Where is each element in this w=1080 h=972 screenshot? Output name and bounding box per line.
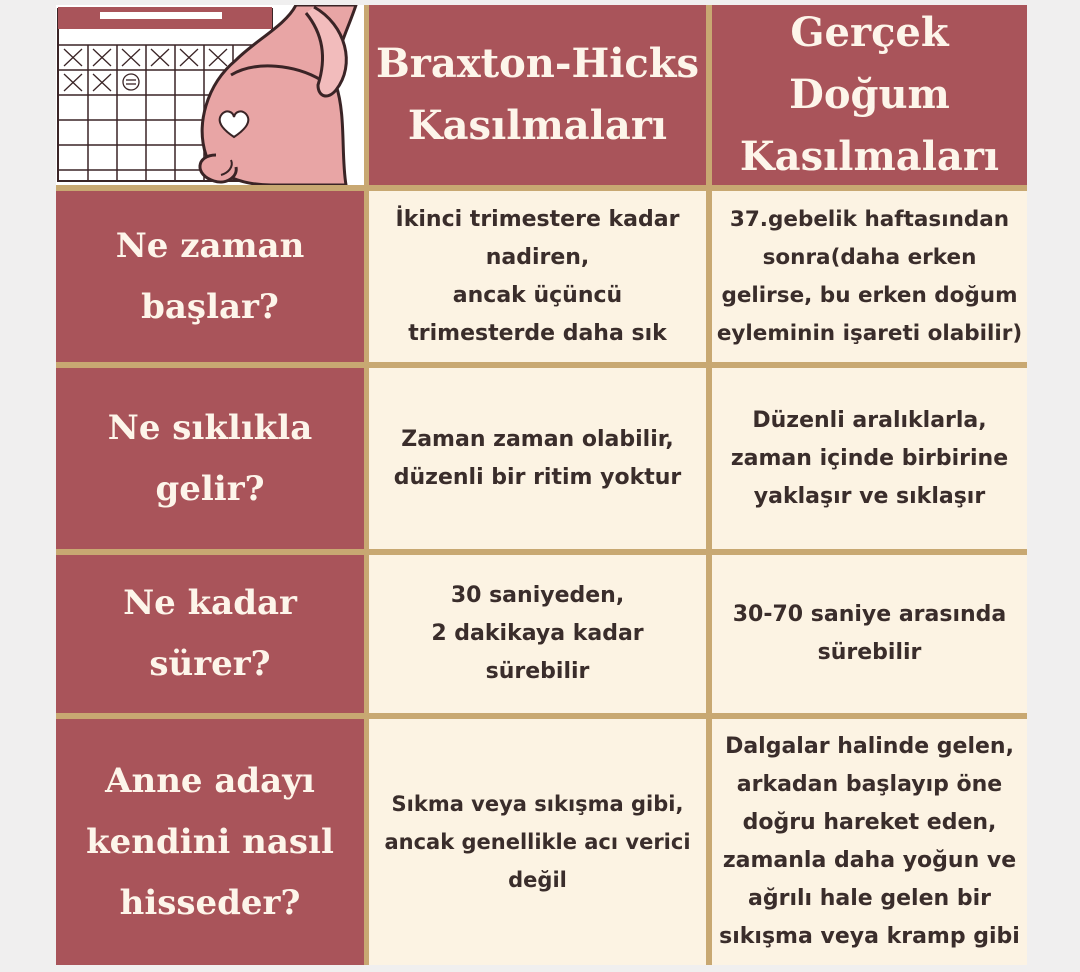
header-braxton-hicks	[369, 5, 706, 185]
cell-text-line: Düzenli aralıklarla,	[752, 407, 987, 433]
cell-text-line: arkadan başlayıp öne	[736, 772, 1003, 797]
cell-text-line: gelirse, bu erken doğum	[721, 282, 1018, 308]
cell-text-line: düzenli bir ritim yoktur	[393, 464, 682, 490]
row-label-line: sürer?	[149, 644, 271, 684]
cell-text-line: 37.gebelik haftasından	[729, 206, 1010, 232]
row-label-line: Anne adayı	[105, 760, 315, 801]
cell-text-line: nadiren,	[485, 244, 590, 270]
cell-true-labor-when-starts	[712, 191, 1027, 362]
header-true-labor-line-1: Gerçek Doğum	[789, 9, 950, 118]
comparison-table	[56, 5, 1027, 965]
cell-text-line: 30-70 saniye arasında	[732, 602, 1007, 627]
row-label-line: gelir?	[155, 468, 265, 509]
cell-text-line: zamanla daha yoğun ve	[722, 848, 1017, 873]
cell-text-line: Dalgalar halinde gelen,	[725, 734, 1014, 759]
header-braxton-line-2: Kasılmaları	[407, 102, 668, 149]
cell-text-line: değil	[508, 868, 567, 892]
row-label-line: başlar?	[141, 286, 279, 327]
cell-text-line: sıkışma veya kramp gibi	[719, 924, 1020, 949]
cell-text-line: Zaman zaman olabilir,	[401, 426, 674, 452]
cell-true-labor-how-long	[712, 555, 1027, 713]
cell-braxton-how-long	[369, 555, 706, 713]
cell-braxton-when-starts	[369, 191, 706, 362]
cell-braxton-how-feels	[369, 719, 706, 965]
cell-text-line: ancak üçüncü	[452, 282, 623, 308]
cell-text-line: ağrılı hale gelen bir	[748, 886, 991, 911]
row-label-line: Ne sıklıkla	[107, 407, 313, 448]
illustration-cell	[56, 5, 364, 185]
cell-braxton-how-often	[369, 368, 706, 549]
cell-text-line: ancak genellikle acı verici	[384, 830, 691, 854]
cell-text-line: trimesterde daha sık	[408, 320, 667, 346]
cell-true-labor-how-often	[712, 368, 1027, 549]
cell-text-line: 30 saniyeden,	[450, 583, 625, 608]
cell-true-labor-how-feels	[712, 719, 1027, 965]
row-label-line: hisseder?	[119, 882, 301, 923]
row-label-line: Ne zaman	[115, 225, 305, 266]
cell-text-line: doğru hareket eden,	[742, 810, 997, 835]
cell-text-line: eyleminin işareti olabilir)	[716, 320, 1023, 346]
header-braxton-line-1: Braxton-Hicks	[375, 40, 700, 87]
row-label-how-feels	[56, 719, 364, 965]
cell-text-line: Sıkma veya sıkışma gibi,	[391, 792, 684, 816]
cell-text-line: yaklaşır ve sıklaşır	[753, 483, 986, 509]
cell-text-line: 2 dakikaya kadar	[431, 621, 644, 646]
header-true-labor-line-2: Kasılmaları	[739, 133, 1000, 180]
row-label-how-often	[56, 368, 364, 549]
pregnant-calendar-illustration	[56, 5, 364, 185]
cell-text-line: sürebilir	[817, 640, 922, 665]
row-label-when-starts	[56, 191, 364, 362]
cell-text-line: İkinci trimestere kadar	[395, 206, 680, 232]
row-label-how-long	[56, 555, 364, 713]
header-true-labor	[712, 5, 1027, 185]
cell-text-line: zaman içinde birbirine	[730, 445, 1009, 471]
row-label-line: Ne kadar	[123, 583, 297, 623]
cell-text-line: sürebilir	[485, 659, 590, 684]
cell-text-line: sonra(daha erken	[762, 244, 977, 270]
row-label-line: kendini nasıl	[86, 821, 334, 862]
